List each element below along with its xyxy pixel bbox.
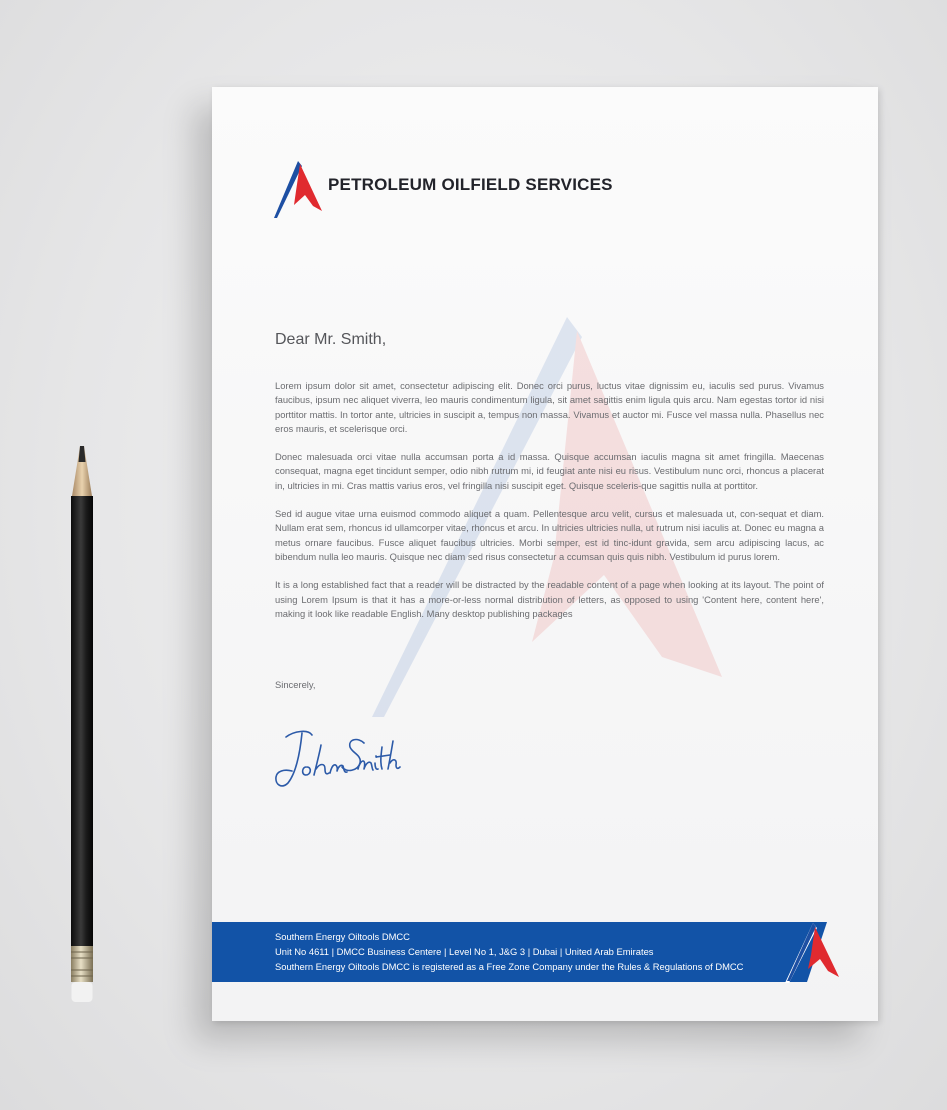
footer-line-company: Southern Energy Oiltools DMCC [275, 931, 410, 942]
pencil-icon [62, 440, 102, 1010]
paragraph: Sed id augue vitae urna euismod commodo aliquet a quam. Pellentesque arcu velit, cursus et malesuada ut, con-sequat et diam. Nullam erat sem, rhoncus id ullamcorper vitae, rhoncus et arcu. In ultricies ultricies nulla, ut rutrum nisi iaculis at. Donec eu magna a metus ornare faucibus. Fusce aliquet faucibus ultricies. Morbi semper, est id tinc-idunt gravida, sem arcu adipiscing lacus, ac bibendum nulla leo mauris. Quisque nec diam sed risus consectetur a ccumsan quis quis nibh. Vestibulum id purus lorem. [275, 508, 824, 562]
letterhead-paper [212, 87, 878, 1021]
signature-icon [272, 723, 402, 791]
footer-address [275, 929, 743, 974]
salutation: Dear Mr. Smith, [275, 331, 387, 348]
paragraph: Donec malesuada orci vitae nulla accumsan porta a id massa. Quisque accumsan iaculis magna sit amet fringilla. Maecenas consequat, magna eget tincidunt semper, odio nibh rutrum mi, id feugiat ante nisi eu risus. Vestibulum nunc orci, rhoncus a placerat in, ultricies in mi. Cras mattis varius eros, vel fringilla nisi suscipit eget. Quisque sceleris-que sagittis nulla at porttitor. [275, 451, 824, 491]
company-logo-icon [274, 161, 322, 219]
footer-logo-icon [785, 923, 839, 983]
letter-body [275, 379, 824, 635]
footer-line-registration: Southern Energy Oiltools DMCC is registered as a Free Zone Company under the Rules & Regulations of DMCC [275, 961, 744, 972]
paragraph: Lorem ipsum dolor sit amet, consectetur adipiscing elit. Donec orci purus, luctus vitae dignissim eu, iaculis sed purus. Vivamus faucibus, ipsum nec aliquet viverra, leo mauris condimentum ligula, sit amet sagittis enim ligula quis arcu. Nam egestas tortor id nisi porttitor mattis. In tortor ante, ultricies in suscipit a, tempus non massa. Vivamus et auctor mi. Fusce vel massa nulla. Phasellus nec eros mauris, et scelerisque orci. [275, 380, 824, 434]
company-name: PETROLEUM OILFIELD SERVICES [328, 175, 613, 194]
closing: Sincerely, [275, 679, 316, 690]
paragraph: It is a long established fact that a reader will be distracted by the readable content of a page when looking at its layout. The point of using Lorem Ipsum is that it has a more-or-less normal distribution of letters, as opposed to using 'Content here, content here', making it look like readable English. Many desktop publishing packages [275, 579, 824, 619]
footer-line-address: Unit No 4611 | DMCC Business Centere | Level No 1, J&G 3 | Dubai | United Arab Emirates [275, 946, 654, 957]
